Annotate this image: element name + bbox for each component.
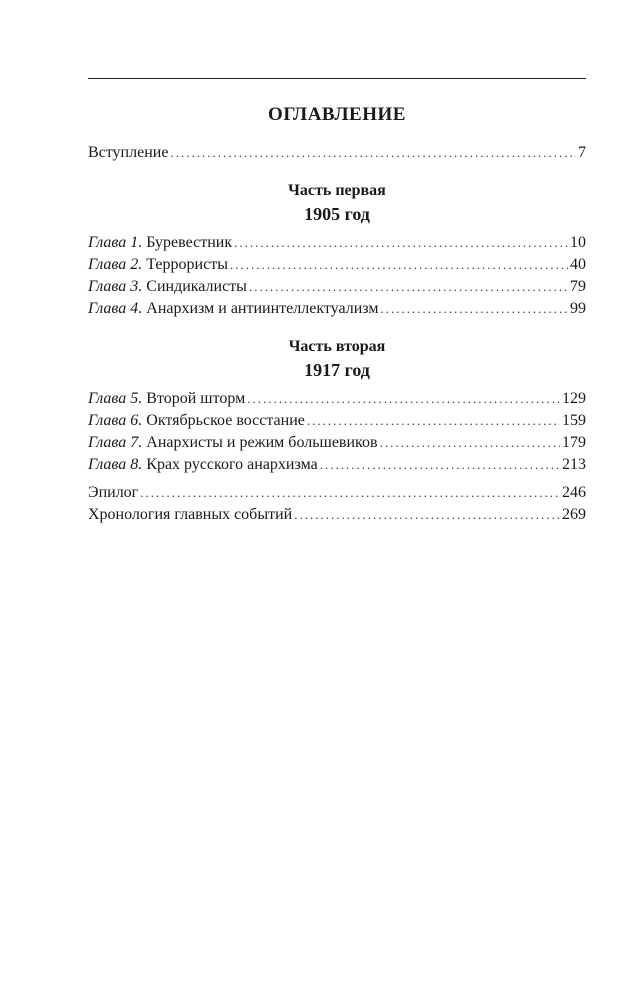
toc-entry-chapter-2[interactable] [88,254,586,276]
dot-leader [140,482,560,504]
entry-label [88,254,228,276]
entry-page: 7 [578,144,586,161]
part-heading-2 [88,336,586,382]
dot-leader [307,410,560,432]
entry-label [88,388,245,410]
toc-entry-chapter-6[interactable] [88,410,586,432]
chapter-prefix: Глава 5. [88,390,143,407]
chapter-prefix: Глава 3. [88,278,143,295]
chapter-title: Террористы [146,256,228,273]
part-year: 1905 год [304,204,370,224]
dot-leader [380,432,560,454]
chapter-prefix: Глава 6. [88,412,143,429]
chapter-prefix: Глава 2. [88,256,143,273]
part-year: 1917 год [304,360,370,380]
dot-leader [294,504,560,526]
entry-label [88,454,318,476]
chapter-title: Буревестник [146,234,233,251]
entry-label [88,232,232,254]
table-of-contents [88,104,586,526]
toc-entry-chapter-3[interactable] [88,276,586,298]
toc-entry-chapter-7[interactable] [88,432,586,454]
entry-page: 79 [570,278,586,295]
entry-page: 213 [562,456,586,473]
chapter-prefix: Глава 7. [88,434,143,451]
dot-leader [249,276,568,298]
entry-page: 179 [562,434,586,451]
entry-page: 10 [570,234,586,251]
dot-leader [380,298,568,320]
entry-label: Эпилог [88,484,139,501]
dot-leader [320,454,560,476]
entry-page: 269 [562,506,586,523]
chapter-prefix: Глава 1. [88,234,143,251]
part-heading-1 [88,180,586,226]
entry-label [88,298,378,320]
part-name: Часть первая [288,182,386,199]
chapter-title: Октябрьское восстание [146,412,305,429]
entry-page: 99 [570,300,586,317]
dot-leader [170,142,576,164]
dot-leader [247,388,560,410]
chapter-prefix: Глава 4. [88,300,143,317]
entry-page: 129 [562,390,586,407]
chapter-title: Синдикалисты [146,278,247,295]
dot-leader [234,232,568,254]
toc-entry-intro[interactable] [88,142,586,164]
entry-label [88,410,305,432]
entry-label [88,276,247,298]
toc-entry-chronology[interactable] [88,504,586,526]
dot-leader [230,254,568,276]
toc-entry-chapter-5[interactable] [88,388,586,410]
top-rule [88,78,586,79]
toc-entry-chapter-8[interactable] [88,454,586,476]
chapter-title: Крах русского анархизма [146,456,318,473]
toc-entry-chapter-4[interactable] [88,298,586,320]
entry-label: Хронология главных событий [88,506,293,523]
entry-label: Вступление [88,144,169,161]
entry-page: 40 [570,256,586,273]
chapter-title: Анархизм и антиинтеллектуализм [146,300,379,317]
entry-label [88,432,378,454]
entry-page: 246 [562,484,586,501]
part-name: Часть вторая [288,338,386,355]
entry-page: 159 [562,412,586,429]
chapter-prefix: Глава 8. [88,456,143,473]
toc-entry-epilogue[interactable] [88,482,586,504]
toc-entry-chapter-1[interactable] [88,232,586,254]
chapter-title: Второй шторм [146,390,246,407]
toc-title: ОГЛАВЛЕНИЕ [268,104,406,125]
chapter-title: Анархисты и режим большевиков [146,434,378,451]
